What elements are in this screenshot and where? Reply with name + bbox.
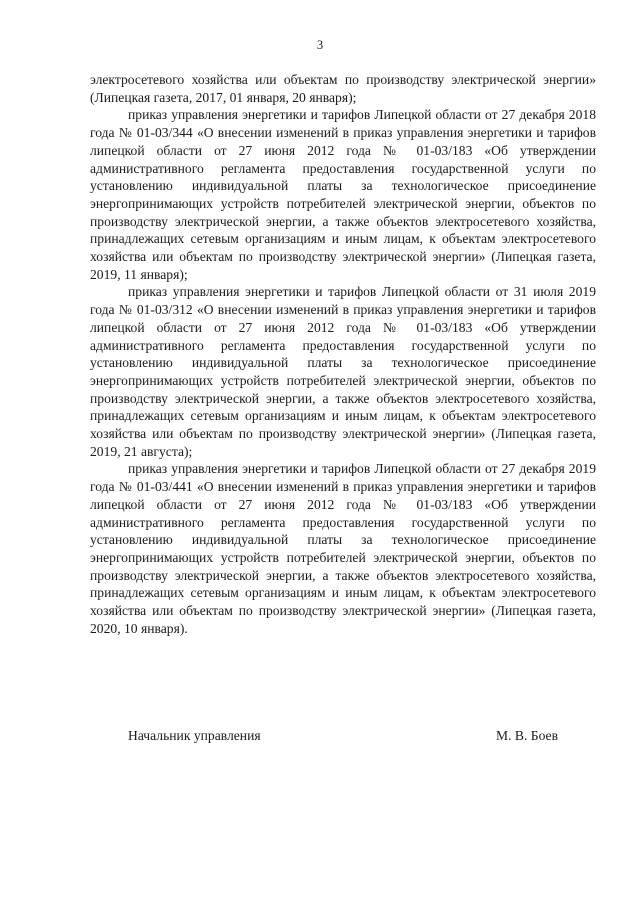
paragraph-order-2019-july: приказ управления энергетики и тарифов Липецкой области от 31 июля 2019 года № 01-03/312 «О внесении изменений в приказ управления энергетики и тарифов липецкой области от 27 июня 2012 года № 01-03/183 «Об утверждении административного регламента предоставления государственной услуги по установлению индивидуальной платы за технологическое присоединение энергопринимающих устройств потребителей электрической энергии, объектов по производству электрической энергии, а также объектов электросетевого хозяйства, принадлежащих сетевым организациям и иным лицам, к объектам электросетевого хозяйства или объектам по производству электрической энергии» (Липецкая газета, 2019, 21 августа); — [90, 284, 596, 459]
document-body — [90, 71, 596, 638]
signatory-name: М. В. Боев — [496, 728, 558, 743]
paragraph-order-2018: приказ управления энергетики и тарифов Липецкой области от 27 декабря 2018 года № 01-03/344 «О внесении изменений в приказ управления энергетики и тарифов липецкой области от 27 июня 2012 года № 01-03/183 «Об утверждении административного регламента предоставления государственной услуги по установлению индивидуальной платы за технологическое присоединение энергопринимающих устройств потребителей электрической энергии, объектов по производству электрической энергии, а также объектов электросетевого хозяйства, принадлежащих сетевым организациям и иным лицам, к объектам электросетевого хозяйства или объектам по производству электрической энергии» (Липецкая газета, 2019, 11 января); — [90, 107, 596, 282]
signatory-title: Начальник управления — [128, 728, 261, 743]
page-number: 3 — [316, 38, 324, 52]
paragraph-order-2019-december: приказ управления энергетики и тарифов Липецкой области от 27 декабря 2019 года № 01-03/441 «О внесении изменений в приказ управления энергетики и тарифов липецкой области от 27 июня 2012 года № 01-03/183 «Об утверждении административного регламента предоставления государственной услуги по установлению индивидуальной платы за технологическое присоединение энергопринимающих устройств потребителей электрической энергии, объектов по производству электрической энергии, а также объектов электросетевого хозяйства, принадлежащих сетевым организациям и иным лицам, к объектам электросетевого хозяйства или объектам по производству электрической энергии» (Липецкая газета, 2020, 10 января). — [90, 461, 596, 636]
paragraph-continuation: электросетевого хозяйства или объектам по производству электрической энергии» (Липецкая газета, 2017, 01 января, 20 января); — [90, 72, 596, 105]
